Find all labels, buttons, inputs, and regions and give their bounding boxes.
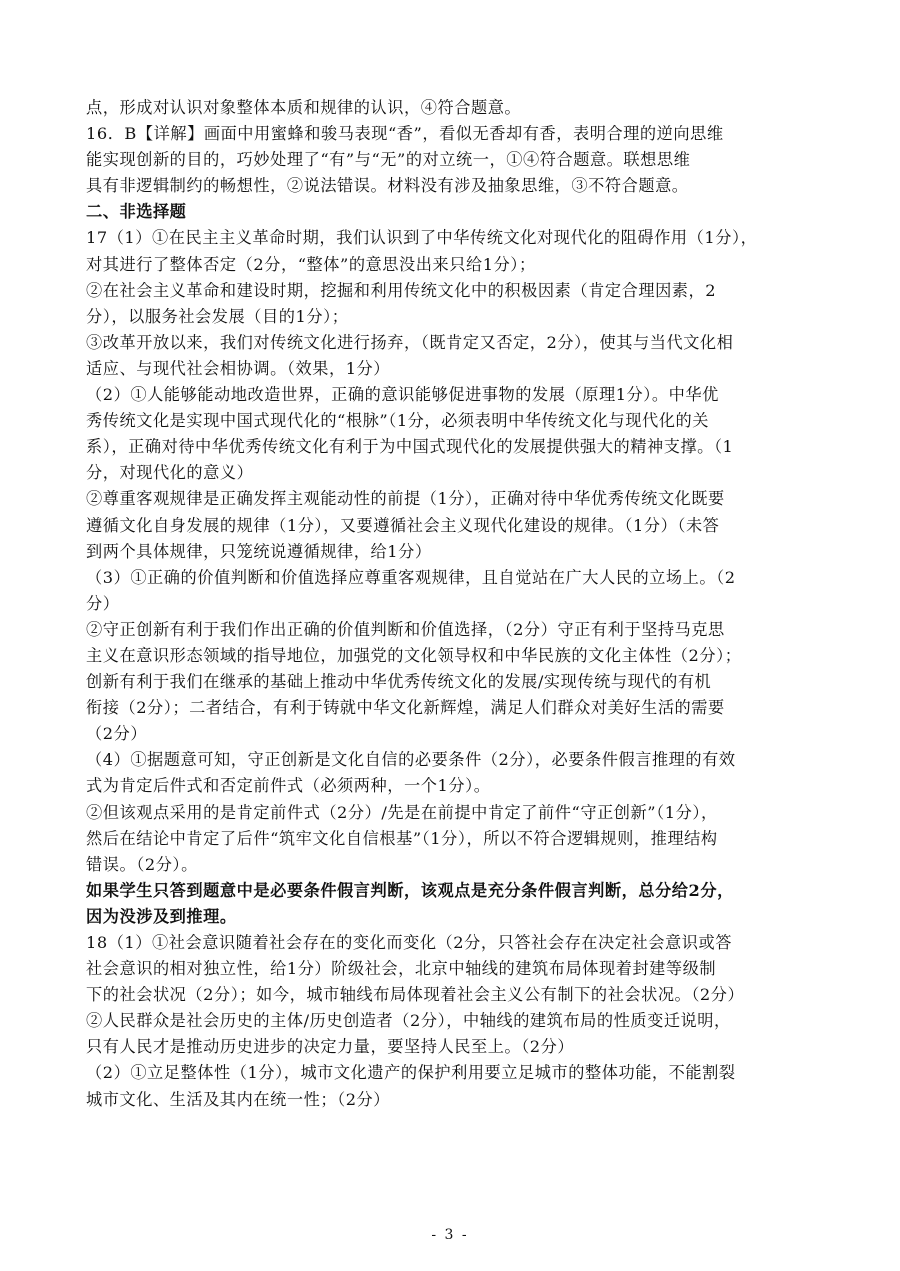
bold-text-line: 二、非选择题 bbox=[86, 202, 187, 222]
text-line: 遵循文化自身发展的规律（1分），又要遵循社会主义现代化建设的规律。（1分）（未答 bbox=[86, 515, 720, 535]
text-line: （4）①据题意可知，守正创新是文化自信的必要条件（2分），必要条件假言推理的有效 bbox=[86, 750, 736, 770]
text-line: ②在社会主义革命和建设时期，挖掘和利用传统文化中的积极因素（肯定合理因素，2 bbox=[86, 280, 717, 300]
text-line: 适应、与现代社会相协调。（效果，1分） bbox=[86, 358, 391, 378]
text-line: ②尊重客观规律是正确发挥主观能动性的前提（1分），正确对待中华优秀传统文化既要 bbox=[86, 489, 725, 509]
text-line: 系），正确对待中华优秀传统文化有利于为中国式现代化的发展提供强大的精神支撑。（1 bbox=[86, 437, 734, 457]
text-line: 创新有利于我们在继承的基础上推动中华优秀传统文化的发展/实现传统与现代的有机 bbox=[86, 672, 712, 692]
text-line: 18（1）①社会意识随着社会存在的变化而变化（2分，只答社会存在决定社会意识或答 bbox=[86, 933, 732, 952]
text-line: （2）①立足整体性（1分），城市文化遗产的保护利用要立足城市的整体功能，不能割裂 bbox=[86, 1063, 736, 1083]
bold-text-line: 如果学生只答到题意中是必要条件假言判断，该观点是充分条件假言判断，总分给2分， bbox=[86, 880, 734, 900]
text-line: 具有非逻辑制约的畅想性，②说法错误。材料没有涉及抽象思维，③不符合题意。 bbox=[86, 176, 689, 196]
text-line: ②守正创新有利于我们作出正确的价值判断和价值选择，（2分）守正有利于坚持马克思 bbox=[86, 619, 725, 639]
text-line: 对其进行了整体否定（2分，“整体”的意思没出来只给1分）； bbox=[86, 254, 536, 274]
text-line: 到两个具体规律，只笼统说遵循规律，给1分） bbox=[86, 541, 432, 561]
text-line: 社会意识的相对独立性，给1分）阶级社会，北京中轴线的建筑布局体现着封建等级制 bbox=[86, 959, 717, 979]
bold-text-line: 因为没涉及到推理。 bbox=[86, 906, 237, 926]
text-line: 分） bbox=[86, 593, 120, 613]
text-line: 分），以服务社会发展（目的1分）； bbox=[86, 306, 349, 326]
text-line: ③改革开放以来，我们对传统文化进行扬弃，（既肯定又否定，2分），使其与当代文化相 bbox=[86, 332, 734, 352]
text-line: 下的社会状况（2分）；如今，城市轴线布局体现着社会主义公有制下的社会状况。（2分） bbox=[86, 985, 745, 1005]
text-line: 点，形成对认识对象整体本质和规律的认识，④符合题意。 bbox=[86, 98, 522, 117]
text-line: （2）①人能够能动地改造世界，正确的意识能够促进事物的发展（原理1分）。中华优 bbox=[86, 385, 719, 405]
text-line: 分，对现代化的意义） bbox=[86, 463, 254, 483]
text-line: 只有人民才是推动历史进步的决定力量，要坚持人民至上。（2分） bbox=[86, 1037, 575, 1057]
text-line: 然后在结论中肯定了后件“筑牢文化自信根基”（1分），所以不符合逻辑规则，推理结构 bbox=[86, 828, 718, 848]
text-line: （2分） bbox=[86, 724, 148, 744]
text-line: 17（1）①在民主主义革命时期，我们认识到了中华传统文化对现代化的阻碍作用（1分）， bbox=[86, 228, 758, 248]
text-line: ②人民群众是社会历史的主体/历史创造者（2分），中轴线的建筑布局的性质变迁说明， bbox=[86, 1011, 731, 1031]
answer-text-body bbox=[86, 95, 814, 1113]
text-line: 秀传统文化是实现中国式现代化的“根脉”（1分，必须表明中华传统文化与现代化的关 bbox=[86, 411, 709, 431]
text-line: （3）①正确的价值判断和价值选择应尊重客观规律，且自觉站在广大人民的立场上。（2 bbox=[86, 567, 736, 587]
text-line: 式为肯定后件式和否定前件式（必须两种，一个1分）。 bbox=[86, 776, 491, 796]
text-line: 主义在意识形态领域的指导地位，加强党的文化领导权和中华民族的文化主体性（2分）； bbox=[86, 645, 742, 665]
text-line: 衔接（2分）；二者结合，有利于铸就中华文化新辉煌，满足人们群众对美好生活的需要 bbox=[86, 698, 725, 718]
text-line: 城市文化、生活及其内在统一性；（2分） bbox=[86, 1089, 391, 1109]
text-line: 16．B【详解】画面中用蜜蜂和骏马表现“香”，看似无香却有香，表明合理的逆向思维 bbox=[86, 124, 724, 144]
page-number: - 3 - bbox=[431, 1227, 469, 1243]
text-line: ②但该观点采用的是肯定前件式（2分）/先是在前提中肯定了前件“守正创新”（1分）， bbox=[86, 802, 718, 822]
text-line: 错误。（2分）。 bbox=[86, 854, 198, 874]
text-line: 能实现创新的目的，巧妙处理了“有”与“无”的对立统一，①④符合题意。联想思维 bbox=[86, 150, 691, 170]
